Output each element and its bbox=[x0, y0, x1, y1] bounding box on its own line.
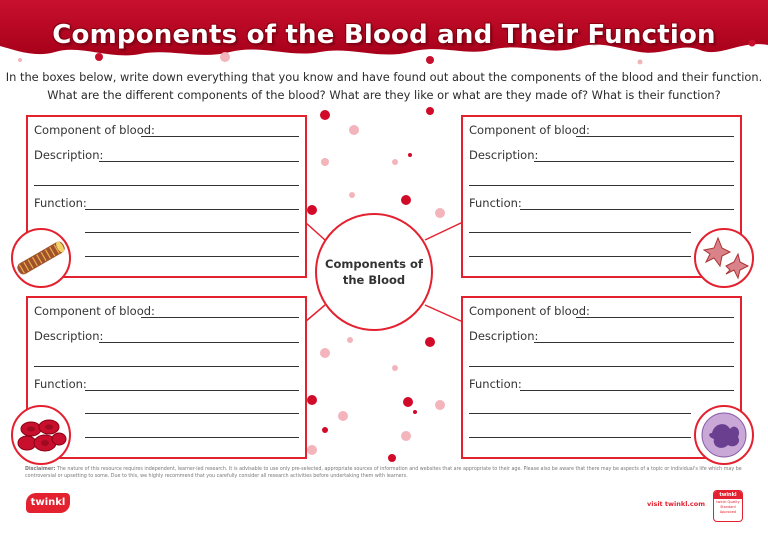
function-write-line[interactable] bbox=[469, 437, 691, 438]
component-label: Component of blood: bbox=[34, 304, 155, 318]
function-label: Function: bbox=[34, 196, 87, 210]
description-label: Description: bbox=[34, 148, 104, 162]
function-write-line[interactable] bbox=[469, 256, 691, 257]
description-label: Description: bbox=[34, 329, 104, 343]
function-label: Function: bbox=[34, 377, 87, 391]
function-write-line[interactable] bbox=[520, 390, 734, 391]
platelets-icon bbox=[694, 228, 754, 288]
twinkl-logo-text: twinkl bbox=[30, 497, 66, 508]
center-label: Components of the Blood bbox=[325, 257, 423, 287]
function-write-line[interactable] bbox=[469, 232, 691, 233]
plasma-icon bbox=[11, 228, 71, 288]
description-label: Description: bbox=[469, 329, 539, 343]
component-write-line[interactable] bbox=[141, 317, 299, 318]
white-blood-cell-icon bbox=[694, 405, 754, 465]
function-label: Function: bbox=[469, 377, 522, 391]
component-label: Component of blood: bbox=[469, 304, 590, 318]
function-write-line[interactable] bbox=[85, 437, 299, 438]
center-circle bbox=[315, 213, 433, 331]
description-write-line[interactable] bbox=[469, 366, 734, 367]
description-label: Description: bbox=[469, 148, 539, 162]
red-blood-cells-icon bbox=[11, 405, 71, 465]
function-label: Function: bbox=[469, 196, 522, 210]
component-write-line[interactable] bbox=[576, 317, 734, 318]
instructions-line-1: In the boxes below, write down everything that you know and have found out about the components of the blood and their function. bbox=[5, 70, 763, 84]
disclaimer bbox=[25, 466, 745, 480]
description-write-line[interactable] bbox=[99, 161, 299, 162]
function-write-line[interactable] bbox=[469, 413, 691, 414]
function-write-line[interactable] bbox=[85, 390, 299, 391]
component-label: Component of blood: bbox=[34, 123, 155, 137]
description-write-line[interactable] bbox=[34, 185, 299, 186]
badge-brand: twinkl bbox=[714, 491, 742, 499]
component-write-line[interactable] bbox=[576, 136, 734, 137]
component-write-line[interactable] bbox=[141, 136, 299, 137]
footer-url-link[interactable]: visit twinkl.com bbox=[646, 500, 705, 508]
function-write-line[interactable] bbox=[520, 209, 734, 210]
instructions-line-2: What are the different components of the blood? What are they like or what are they made of? What is their function? bbox=[47, 88, 721, 102]
function-write-line[interactable] bbox=[85, 413, 299, 414]
description-write-line[interactable] bbox=[99, 342, 299, 343]
description-write-line[interactable] bbox=[469, 185, 734, 186]
disclaimer-label: Disclaimer: bbox=[25, 467, 56, 472]
function-write-line[interactable] bbox=[85, 256, 299, 257]
description-write-line[interactable] bbox=[534, 342, 734, 343]
quality-badge bbox=[713, 490, 743, 522]
badge-text: twinkl Quality Standard Approved bbox=[716, 500, 740, 514]
twinkl-logo[interactable] bbox=[26, 493, 70, 513]
function-write-line[interactable] bbox=[85, 232, 299, 233]
description-write-line[interactable] bbox=[534, 161, 734, 162]
description-write-line[interactable] bbox=[34, 366, 299, 367]
disclaimer-text: The nature of this resource requires independent, learner-led research. It is advisable to use only pre-selected, appropriate sources of information and websites that are appropriate to their age. Please also be aware that there may be aspects of a topic or individual's life which may be controversial or upsetting to some. Due to this, we highly recommend that you carefully consider all research activities before undertaking them with learners. bbox=[25, 467, 742, 479]
page-title: Components of the Blood and Their Function bbox=[52, 20, 716, 50]
component-label: Component of blood: bbox=[469, 123, 590, 137]
function-write-line[interactable] bbox=[85, 209, 299, 210]
